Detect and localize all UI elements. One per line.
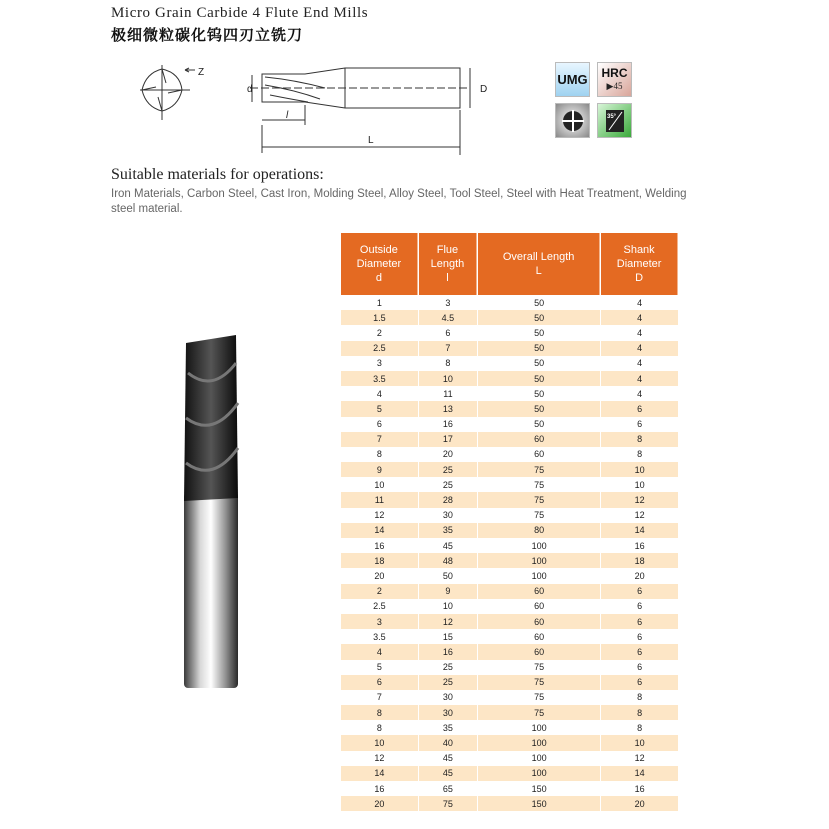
- table-cell: 14: [341, 766, 418, 781]
- table-row: [341, 310, 678, 325]
- table-cell: 16: [374, 540, 385, 551]
- table-cell: 6: [637, 601, 643, 612]
- table-cell: 40: [419, 735, 477, 750]
- table-cell: 50: [534, 388, 545, 399]
- umg-badge: [555, 62, 590, 97]
- table-cell: 7: [376, 692, 382, 703]
- table-cell: 60: [478, 644, 600, 659]
- table-cell: 8: [341, 705, 418, 720]
- table-cell: 50: [534, 297, 545, 308]
- table-cell: 16: [442, 419, 453, 430]
- table-cell: 14: [601, 523, 678, 538]
- table-cell: 3: [376, 358, 382, 369]
- table-cell: 100: [531, 540, 547, 551]
- table-cell: 6: [376, 419, 382, 430]
- table-row: [341, 462, 678, 477]
- table-cell: 3: [445, 297, 451, 308]
- table-cell: 25: [419, 675, 477, 690]
- table-cell: 4: [601, 341, 678, 356]
- table-cell: 6: [601, 644, 678, 659]
- table-row: [341, 690, 678, 705]
- table-cell: 4: [637, 358, 643, 369]
- table-cell: 8: [376, 722, 382, 733]
- table-row: [341, 614, 678, 629]
- table-cell: 12: [374, 753, 385, 764]
- column-header-line: Shank: [623, 244, 655, 256]
- table-cell: 4: [341, 644, 418, 659]
- table-row: [341, 325, 678, 340]
- table-cell: 10: [374, 479, 385, 490]
- table-cell: 10: [341, 735, 418, 750]
- table-cell: 4: [376, 388, 382, 399]
- table-cell: 9: [341, 462, 418, 477]
- table-cell: 2.5: [373, 601, 386, 612]
- table-cell: 45: [419, 766, 477, 781]
- table-cell: 3: [341, 614, 418, 629]
- end-mill-photo: [178, 333, 244, 693]
- table-cell: 75: [534, 510, 545, 521]
- table-row: [341, 492, 678, 507]
- table-cell: 14: [601, 766, 678, 781]
- table-row: [341, 341, 678, 356]
- table-row: [341, 660, 678, 675]
- table-cell: 8: [601, 705, 678, 720]
- column-header: [601, 233, 678, 295]
- table-cell: 20: [601, 796, 678, 811]
- table-cell: 1: [376, 297, 382, 308]
- four-flute-icon: [555, 103, 590, 138]
- table-cell: 6: [637, 419, 643, 430]
- table-cell: 50: [442, 570, 453, 581]
- table-cell: 60: [534, 601, 545, 612]
- table-cell: 150: [531, 783, 547, 794]
- table-cell: 6: [445, 327, 451, 338]
- table-row: [341, 356, 678, 371]
- table-cell: 8: [445, 358, 451, 369]
- table-cell: 100: [478, 766, 600, 781]
- table-cell: 75: [478, 675, 600, 690]
- table-cell: 6: [601, 614, 678, 629]
- column-header: [478, 233, 600, 295]
- table-cell: 11: [443, 388, 453, 399]
- table-cell: 48: [419, 553, 477, 568]
- table-row: [341, 553, 678, 568]
- table-cell: 4: [601, 310, 678, 325]
- column-header-line: Outside: [359, 244, 398, 256]
- table-row: [341, 417, 678, 432]
- table-cell: 6: [601, 584, 678, 599]
- table-cell: 75: [419, 796, 477, 811]
- table-cell: 60: [478, 614, 600, 629]
- table-cell: 3.5: [373, 631, 386, 642]
- hrc-badge: [597, 62, 632, 97]
- table-cell: 100: [531, 753, 547, 764]
- table-row: [341, 584, 678, 599]
- table-cell: 50: [478, 401, 600, 416]
- table-row: [341, 599, 678, 614]
- table-row: [341, 538, 678, 553]
- table-cell: 16: [374, 783, 385, 794]
- table-cell: 5: [376, 662, 382, 673]
- materials-heading: Suitable materials for operations:: [111, 166, 324, 183]
- table-cell: 60: [534, 631, 545, 642]
- table-cell: 6: [601, 401, 678, 416]
- table-cell: 65: [442, 783, 453, 794]
- table-cell: 12: [374, 510, 385, 521]
- table-cell: 12: [634, 753, 645, 764]
- table-row: [341, 386, 678, 401]
- table-row: [341, 796, 678, 811]
- table-cell: 8: [601, 432, 678, 447]
- table-cell: 13: [419, 401, 477, 416]
- table-cell: 7: [419, 341, 477, 356]
- table-cell: 4: [637, 388, 643, 399]
- table-cell: 80: [478, 523, 600, 538]
- table-row: [341, 675, 678, 690]
- table-cell: 28: [419, 492, 477, 507]
- label-d: d: [247, 84, 253, 95]
- column-header-line: Overall Length: [502, 251, 575, 263]
- table-row: [341, 447, 678, 462]
- table-cell: 100: [478, 553, 600, 568]
- table-cell: 100: [478, 735, 600, 750]
- table-cell: 30: [419, 705, 477, 720]
- table-cell: 2.5: [341, 341, 418, 356]
- table-cell: 75: [534, 692, 545, 703]
- column-header-line: Diameter: [616, 258, 662, 270]
- table-cell: 75: [478, 492, 600, 507]
- umg-label: UMG: [557, 72, 588, 87]
- table-body: [341, 295, 678, 811]
- column-header-line: Length: [430, 258, 465, 270]
- table-cell: 35: [419, 523, 477, 538]
- title-chinese: 极细微粒碳化钨四刃立铣刀: [111, 27, 304, 44]
- table-cell: 50: [478, 341, 600, 356]
- table-row: [341, 432, 678, 447]
- table-row: [341, 735, 678, 750]
- table-cell: 4: [601, 371, 678, 386]
- label-overall-l: L: [368, 135, 374, 146]
- title-english: Micro Grain Carbide 4 Flute End Mills: [111, 5, 369, 21]
- table-cell: 4: [637, 327, 643, 338]
- table-cell: 60: [478, 584, 600, 599]
- table-cell: 75: [478, 705, 600, 720]
- table-cell: 8: [637, 449, 643, 460]
- label-z: Z: [198, 67, 205, 78]
- column-header-line: l: [446, 272, 449, 284]
- table-cell: 12: [601, 492, 678, 507]
- table-cell: 12: [419, 614, 477, 629]
- column-header-line: Flue: [436, 244, 459, 256]
- table-cell: 2: [376, 327, 382, 338]
- label-shank-d: D: [480, 84, 488, 95]
- end-mill-diagram: [130, 55, 500, 155]
- table-row: [341, 720, 678, 735]
- table-cell: 4.5: [419, 310, 477, 325]
- table-row: [341, 295, 678, 310]
- column-header-line: d: [375, 272, 382, 284]
- table-cell: 50: [534, 327, 545, 338]
- table-cell: 18: [601, 553, 678, 568]
- helix-angle-icon: [597, 103, 632, 138]
- column-header: [341, 233, 418, 295]
- table-cell: 25: [442, 662, 453, 673]
- table-cell: 7: [341, 432, 418, 447]
- table-row: [341, 766, 678, 781]
- table-cell: 1.5: [341, 310, 418, 325]
- helix-angle-label: 35°: [606, 113, 616, 120]
- table-cell: 45: [442, 753, 453, 764]
- table-cell: 75: [534, 662, 545, 673]
- table-cell: 16: [634, 783, 645, 794]
- table-cell: 3.5: [341, 371, 418, 386]
- table-cell: 4: [637, 297, 643, 308]
- table-cell: 25: [442, 479, 453, 490]
- table-cell: 10: [634, 479, 645, 490]
- table-row: [341, 705, 678, 720]
- hrc-value: ▶45: [606, 80, 623, 91]
- table-cell: 2: [341, 584, 418, 599]
- table-cell: 8: [376, 449, 382, 460]
- column-header: [419, 233, 477, 295]
- table-cell: 6: [637, 662, 643, 673]
- column-header-line: Diameter: [356, 258, 402, 270]
- specifications-table: [340, 233, 679, 811]
- table-cell: 20: [341, 796, 418, 811]
- materials-text: Iron Materials, Carbon Steel, Cast Iron, Molding Steel, Alloy Steel, Tool Steel, Steel with Heat Treatment, Welding steel material.: [111, 188, 687, 215]
- table-cell: 10: [601, 462, 678, 477]
- table-cell: 20: [634, 570, 645, 581]
- table-cell: 35: [442, 722, 453, 733]
- table-cell: 30: [442, 692, 453, 703]
- table-cell: 6: [601, 675, 678, 690]
- table-cell: 45: [442, 540, 453, 551]
- table-cell: 10: [442, 601, 453, 612]
- column-header-line: L: [535, 265, 542, 277]
- table-row: [341, 508, 678, 523]
- table-cell: 100: [531, 570, 547, 581]
- table-cell: 15: [442, 631, 453, 642]
- table-row: [341, 644, 678, 659]
- table-cell: 50: [534, 419, 545, 430]
- table-cell: 8: [637, 692, 643, 703]
- table-cell: 20: [374, 570, 385, 581]
- table-row: [341, 401, 678, 416]
- table-cell: 50: [478, 310, 600, 325]
- table-cell: 17: [419, 432, 477, 447]
- table-cell: 16: [419, 644, 477, 659]
- table-cell: 18: [341, 553, 418, 568]
- cross-section-icon: [140, 65, 195, 120]
- table-cell: 150: [478, 796, 600, 811]
- table-row: [341, 781, 678, 796]
- table-cell: 5: [341, 401, 418, 416]
- table-cell: 11: [341, 492, 418, 507]
- table-row: [341, 371, 678, 386]
- table-cell: 100: [531, 722, 547, 733]
- table-cell: 6: [341, 675, 418, 690]
- table-row: [341, 568, 678, 583]
- table-row: [341, 751, 678, 766]
- table-cell: 6: [637, 631, 643, 642]
- table-cell: 25: [419, 462, 477, 477]
- table-row: [341, 477, 678, 492]
- table-cell: 9: [419, 584, 477, 599]
- table-cell: 20: [442, 449, 453, 460]
- table-cell: 8: [637, 722, 643, 733]
- table-cell: 10: [419, 371, 477, 386]
- table-cell: 75: [478, 462, 600, 477]
- hrc-label: HRC: [601, 65, 628, 80]
- table-cell: 50: [478, 371, 600, 386]
- table-row: [341, 523, 678, 538]
- table-cell: 12: [634, 510, 645, 521]
- table-cell: 30: [442, 510, 453, 521]
- table-cell: 60: [534, 449, 545, 460]
- table-row: [341, 629, 678, 644]
- table-cell: 16: [634, 540, 645, 551]
- table-cell: 50: [534, 358, 545, 369]
- side-view-icon: [250, 68, 470, 155]
- label-flute-l: l: [286, 110, 289, 121]
- table-cell: 10: [601, 735, 678, 750]
- table-cell: 60: [478, 432, 600, 447]
- table-cell: 75: [534, 479, 545, 490]
- table-header-row: [341, 233, 678, 295]
- column-header-line: D: [635, 272, 644, 284]
- table-cell: 14: [341, 523, 418, 538]
